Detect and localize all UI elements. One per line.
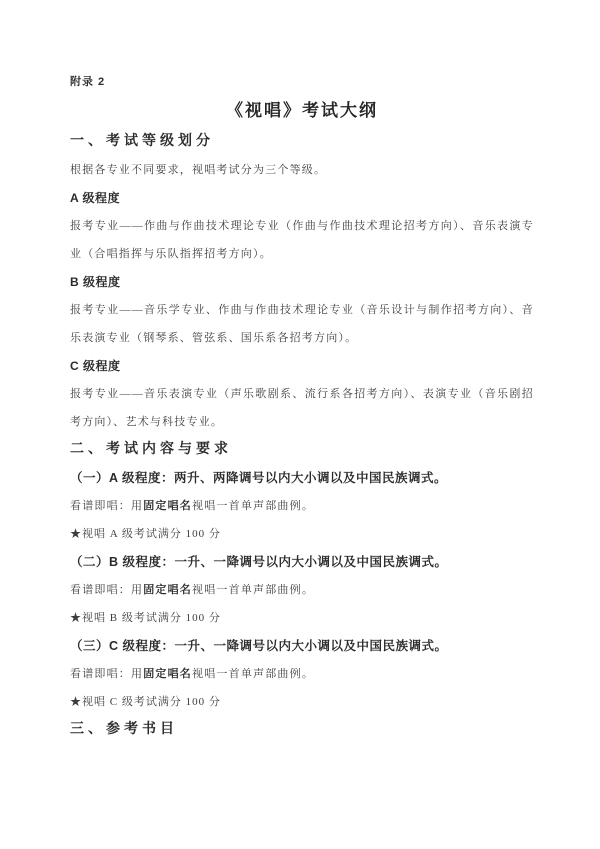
task-prefix: 看谱即唱：用 bbox=[70, 500, 144, 512]
requirement-level-c: （三）C 级程度：一升、一降调号以内大小调以及中国民族调式。 bbox=[70, 639, 448, 653]
section-heading-grade-division: 一、考试等级划分 bbox=[70, 134, 214, 149]
task-suffix: 视唱一首单声部曲例。 bbox=[192, 584, 315, 596]
score-note-level-b: ★视唱 B 级考试满分 100 分 bbox=[70, 612, 221, 624]
task-level-a bbox=[70, 492, 534, 520]
level-c-majors: 报考专业——音乐表演专业（声乐歌剧系、流行系各招考方向）、表演专业（音乐剧招考方向）、艺术与科技专业。 bbox=[70, 388, 534, 428]
section-heading-references: 三、参考书目 bbox=[70, 722, 178, 737]
requirement-level-a: （一）A 级程度：两升、两降调号以内大小调以及中国民族调式。 bbox=[70, 471, 448, 485]
task-bold-term: 固定唱名 bbox=[143, 584, 193, 596]
grade-division-intro: 根据各专业不同要求，视唱考试分为三个等级。 bbox=[70, 164, 327, 176]
appendix-label: 附录 2 bbox=[70, 76, 106, 88]
level-c-heading: C 级程度 bbox=[70, 359, 121, 373]
level-a-heading: A 级程度 bbox=[70, 191, 121, 205]
task-bold-term: 固定唱名 bbox=[143, 668, 193, 680]
task-level-c bbox=[70, 660, 534, 688]
task-prefix: 看谱即唱：用 bbox=[70, 584, 144, 596]
page-title: 《视唱》考试大纲 bbox=[226, 101, 378, 120]
level-b-heading: B 级程度 bbox=[70, 275, 121, 289]
level-b-majors: 报考专业——音乐学专业、作曲与作曲技术理论专业（音乐设计与制作招考方向）、音乐表演专业（钢琴系、管弦系、国乐系各招考方向）。 bbox=[70, 304, 534, 344]
requirement-level-b: （二）B 级程度：一升、一降调号以内大小调以及中国民族调式。 bbox=[70, 555, 448, 569]
score-note-level-c: ★视唱 C 级考试满分 100 分 bbox=[70, 696, 221, 708]
level-a-majors: 报考专业——作曲与作曲技术理论专业（作曲与作曲技术理论招考方向）、音乐表演专业（合唱指挥与乐队指挥招考方向）。 bbox=[70, 220, 534, 260]
task-level-b bbox=[70, 576, 534, 604]
task-suffix: 视唱一首单声部曲例。 bbox=[192, 500, 315, 512]
score-note-level-a: ★视唱 A 级考试满分 100 分 bbox=[70, 528, 221, 540]
task-suffix: 视唱一首单声部曲例。 bbox=[192, 668, 315, 680]
task-prefix: 看谱即唱：用 bbox=[70, 668, 144, 680]
section-heading-content-requirements: 二、考试内容与要求 bbox=[70, 442, 232, 457]
task-bold-term: 固定唱名 bbox=[143, 500, 193, 512]
